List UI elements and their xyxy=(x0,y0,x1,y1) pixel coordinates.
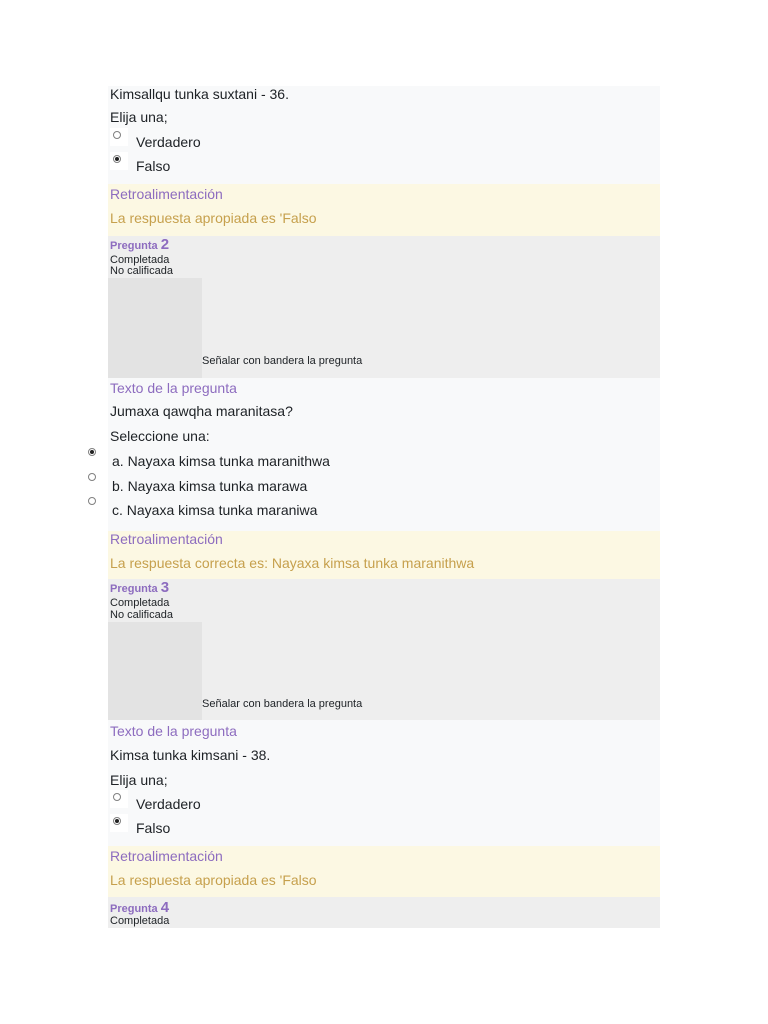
q3-statement: Kimsa tunka kimsani - 38. xyxy=(110,747,271,763)
q1-statement: Kimsallqu tunka suxtani - 36. xyxy=(110,86,289,102)
q1-option-2-radio[interactable] xyxy=(113,155,121,163)
q4-label xyxy=(110,899,169,916)
q3-feedback-title: Retroalimentación xyxy=(110,848,223,864)
q2-info-panel xyxy=(108,236,660,378)
q2-state: Completada xyxy=(110,254,170,266)
q4-info-panel xyxy=(108,897,660,928)
q2-option-b-radio[interactable] xyxy=(88,473,96,481)
q1-feedback-text: La respuesta apropiada es 'Falso xyxy=(110,210,317,226)
q3-option-2-label[interactable]: Falso xyxy=(136,820,171,836)
q2-label xyxy=(110,236,169,253)
q2-grade: No calificada xyxy=(110,265,173,277)
q3-info-panel xyxy=(108,579,660,720)
q2-feedback-title: Retroalimentación xyxy=(110,531,223,547)
q3-grade: No calificada xyxy=(110,609,173,621)
q1-feedback-panel xyxy=(108,184,660,236)
q1-feedback-title: Retroalimentación xyxy=(110,186,223,202)
q3-option-1-radio[interactable] xyxy=(113,793,121,801)
q1-option-2-label[interactable]: Falso xyxy=(136,158,171,174)
q2-option-b-label[interactable]: b. Nayaxa kimsa tunka marawa xyxy=(112,478,308,494)
q2-prompt: Seleccione una: xyxy=(110,428,210,444)
q2-flag-question-link[interactable]: Señalar con bandera la pregunta xyxy=(202,355,363,367)
q2-feedback-panel xyxy=(108,531,660,579)
q2-statement: Jumaxa qawqha maranitasa? xyxy=(110,403,293,419)
q1-question-text-panel xyxy=(108,86,660,184)
q3-label-text: Pregunta xyxy=(110,583,158,595)
q2-label-text: Pregunta xyxy=(110,240,158,252)
q1-option-1-label[interactable]: Verdadero xyxy=(136,134,201,150)
q2-flag-area xyxy=(108,278,202,378)
q3-option-2-radio[interactable] xyxy=(113,817,121,825)
q3-label xyxy=(110,579,169,596)
q3-flag-area xyxy=(108,622,202,720)
q3-flag-question-link[interactable]: Señalar con bandera la pregunta xyxy=(202,698,363,710)
q1-prompt: Elija una; xyxy=(110,109,168,125)
q2-option-c-radio[interactable] xyxy=(88,497,96,505)
q2-number: 2 xyxy=(160,236,170,253)
q2-option-c-label[interactable]: c. Nayaxa kimsa tunka maraniwa xyxy=(112,502,318,518)
q3-option-1-label[interactable]: Verdadero xyxy=(136,796,201,812)
q4-label-text: Pregunta xyxy=(110,903,158,915)
q2-question-text-panel xyxy=(108,378,660,531)
q2-option-a-radio[interactable] xyxy=(88,448,96,456)
q3-feedback-text: La respuesta apropiada es 'Falso xyxy=(110,872,317,888)
q4-state: Completada xyxy=(110,915,170,927)
q2-text-title: Texto de la pregunta xyxy=(110,380,237,396)
q3-prompt: Elija una; xyxy=(110,772,168,788)
q3-text-title: Texto de la pregunta xyxy=(110,723,237,739)
q3-number: 3 xyxy=(160,579,170,596)
q1-option-1-radio[interactable] xyxy=(113,131,121,139)
q2-feedback-text: La respuesta correcta es: Nayaxa kimsa tunka maranithwa xyxy=(110,555,475,571)
q3-state: Completada xyxy=(110,597,170,609)
q2-option-a-label[interactable]: a. Nayaxa kimsa tunka maranithwa xyxy=(112,453,330,469)
q3-question-text-panel xyxy=(108,720,660,846)
q3-feedback-panel xyxy=(108,846,660,897)
q4-number: 4 xyxy=(160,899,170,916)
